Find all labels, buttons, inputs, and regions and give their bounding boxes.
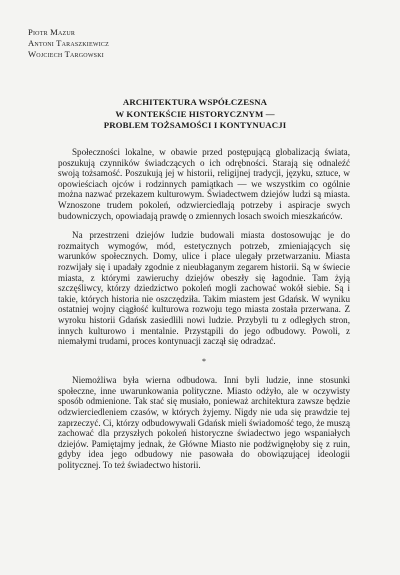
title-line: PROBLEM TOŻSAMOŚCI I KONTYNUACJI: [103, 120, 287, 130]
paragraph: Na przestrzeni dziejów ludzie budowali miasta dostosowując je do rozmaitych wymogów, mód, estetycznych potrzeb, zmieniających się warunków społecznych. Domy, ulice i place ulegały przetwarzaniu. Miasta rozwijały się i upadały zgodnie z nieubłaganym zegarem historii. Są w świecie miasta, z którymi zawieruchy dziejów obeszły się łagodnie. Tam żyją szczęśliwcy, którzy dziedzictwo pokoleń mogli zachować wokół siebie. Są i takie, których historia nie oszczędziła. Takim miastem jest Gdańsk. W wyniku ostatniej wojny ciągłość kulturowa rozwoju tego miasta została przerwana. Z wyroku historii Gdańsk zasiedlili nowi ludzie. Przybyli tu z odległych stron, innych kulturowo i mentalnie. Przystąpili do jego odbudowy. Powoli, z niemałymi trudami, proces kontynuacji zaczął się odradzać.: [58, 230, 350, 347]
paragraph: Niemożliwa była wierna odbudowa. Inni byli ludzie, inne stosunki społeczne, inne uwarunkowania polityczne. Miasto odżyło, ale w oczywisty sposób odmienione. Tak stać się musiało, ponieważ architektura zawsze będzie odzwierciedleniem czasów, w których żyjemy. Nigdy nie uda się prawdzie tej zaprzeczyć. Ci, którzy odbudowywali Gdańsk mieli świadomość tego, że muszą zachować dla przyszłych pokoleń historyczne świadectwo jego wspaniałych dziejów. Pamiętajmy jednak, że Główne Miasto nie podźwignęłoby się z ruin, gdyby idea jego odbudowy nie pasowała do obowiązującej ideologii politycznej. To też świadectwo historii.: [58, 375, 350, 471]
author-name: Piotr Mazur: [28, 27, 76, 37]
title-line: ARCHITEKTURA WSPÓŁCZESNA: [122, 97, 268, 107]
author-name: Wojciech Targowski: [28, 49, 104, 59]
article-body: [58, 147, 350, 471]
author-list: [28, 27, 109, 60]
title-line: W KONTEKŚCIE HISTORYCZNYM —: [115, 108, 275, 119]
paragraph: Społeczności lokalne, w obawie przed postępującą globalizacją świata, poszukują czynników świadczących o ich odrębności. Starają się odnaleźć swoją tożsamość. Poszukują jej w historii, religijnej tradycji, języku, sztuce, w opowieściach ojców i rodzinnych pamiątkach — we wszystkim co ogólnie można nazwać przekazem kulturowym. Świadectwem dziejów ludzi są miasta. Wznoszone trudem pokoleń, odzwierciedlają potrzeby i aspiracje swych budowniczych, opowiadają prawdę o zmiennych losach swoich mieszkańców.: [58, 147, 350, 221]
section-separator: *: [202, 356, 206, 366]
article-title: [60, 97, 330, 132]
author-name: Antoni Taraszkiewicz: [28, 38, 109, 48]
